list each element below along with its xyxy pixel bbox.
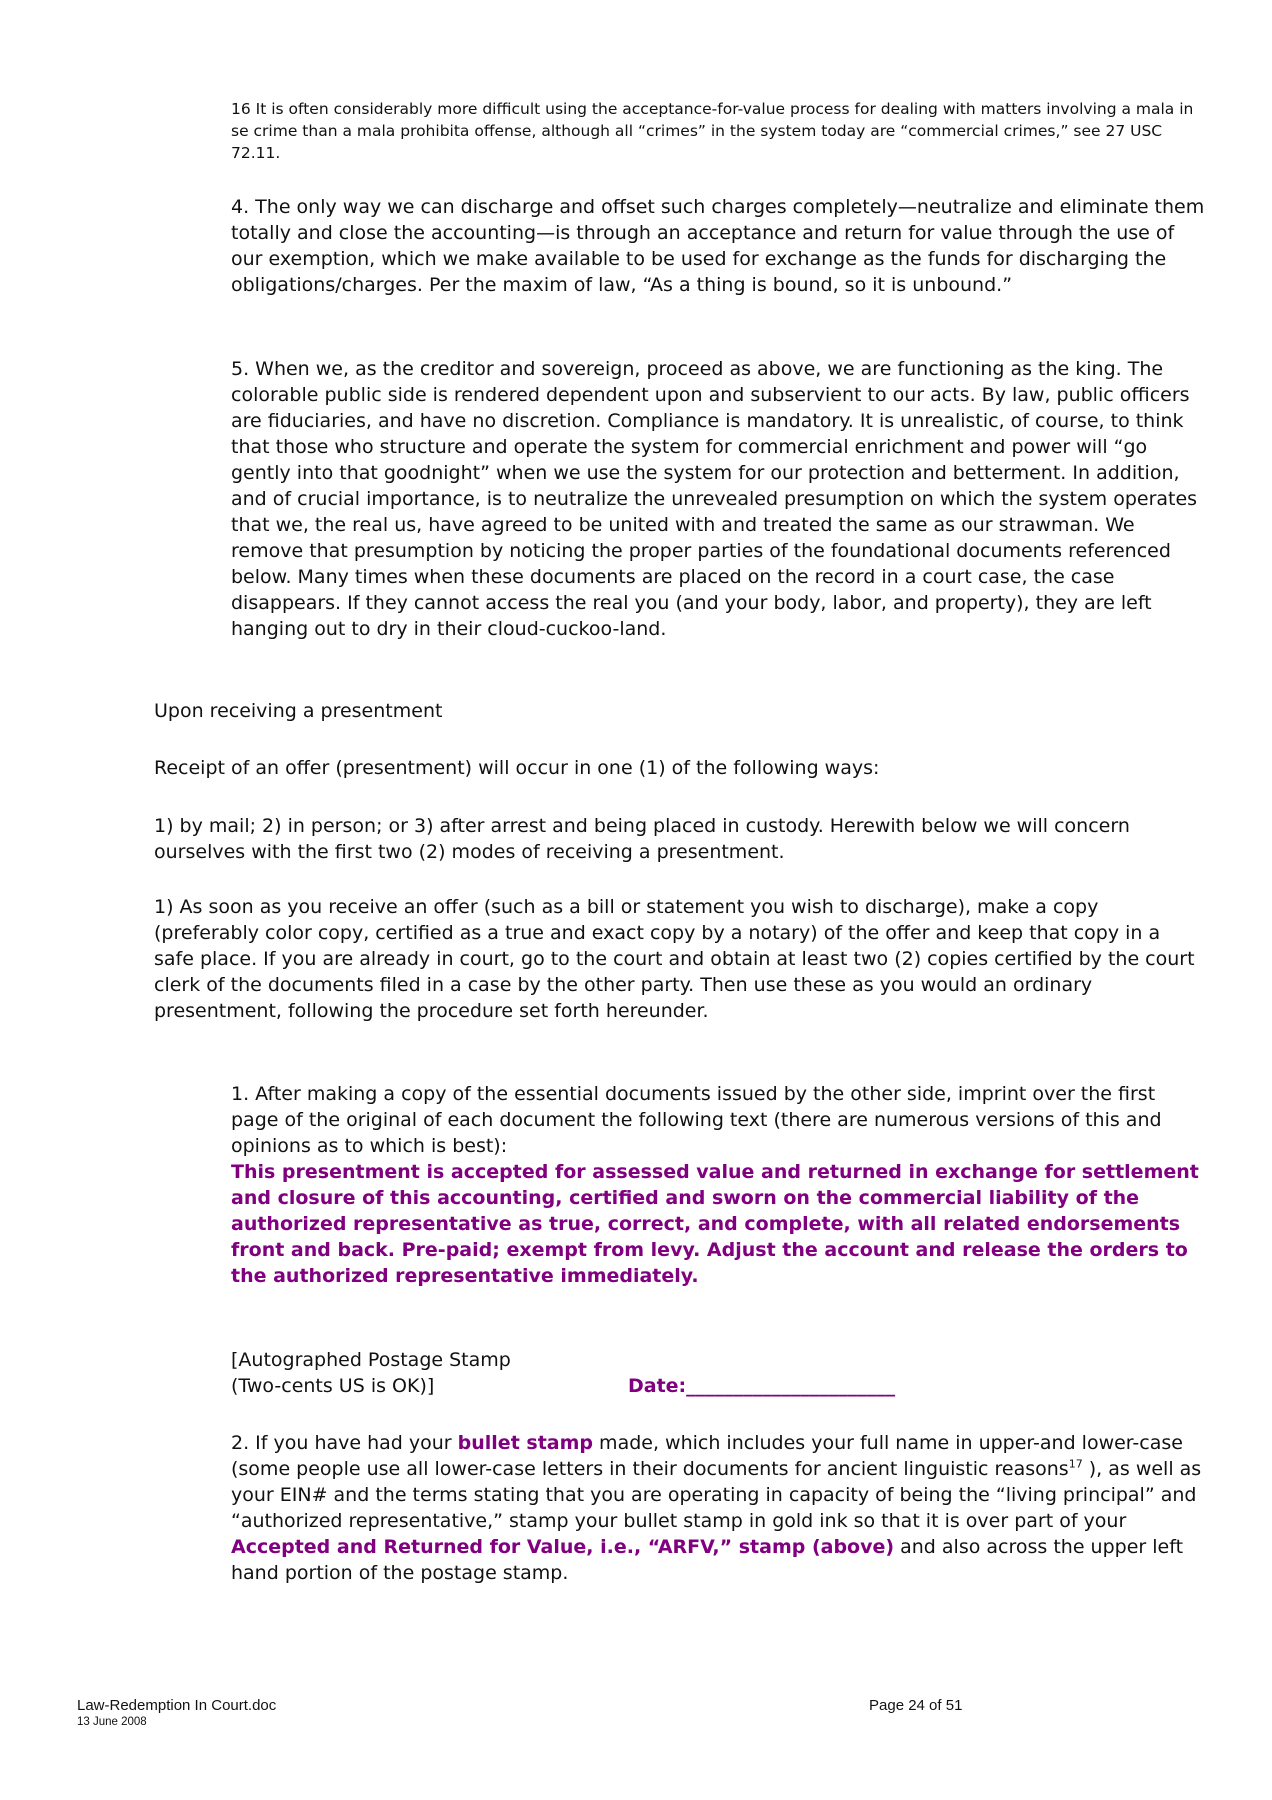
arfv-emphasis: Accepted and Returned for Value, i.e., “ARFV,” stamp (above) — [231, 1536, 895, 1558]
bullet-stamp-emphasis: bullet stamp — [457, 1432, 594, 1454]
date-field: Date:______________________ — [628, 1375, 896, 1397]
item-2-text: made, which includes your full name in upper-and lower-case (some people use all lower-case letters in their documents for ancient linguistic reasons — [231, 1432, 1183, 1480]
step-1-paragraph: 1) As soon as you receive an offer (such as a bill or statement you wish to discharge), make a copy (preferably color copy, certified as a true and exact copy by a notary) of the offer and keep that copy in a safe place. If you are already in court, go to the court and obtain at least two (2) copies certified by the court clerk of the documents filed in a case by the other party. Then use these as you would an ordinary presentment, following the procedure set forth hereunder. — [154, 896, 1195, 1022]
receipt-paragraph: Receipt of an offer (presentment) will occur in one (1) of the following ways: — [154, 757, 880, 779]
item-2-paragraph — [231, 1430, 1206, 1586]
modes-paragraph: 1) by mail; 2) in person; or 3) after arrest and being placed in custody. Herewith below we will concern ourselves with the first two (2) modes of receiving a presentment. — [154, 815, 1130, 863]
footer-date: 13 June 2008 — [77, 1716, 147, 1728]
footer-filename: Law-Redemption In Court.doc — [77, 1697, 277, 1714]
paragraph-4: 4. The only way we can discharge and offset such charges completely—neutralize and eliminate them totally and close the accounting—is through an acceptance and return for value through the use of our exemption, which we make available to be used for exchange as the funds for discharging the obligations/charges. Per the maxim of law, “As a thing is bound, so it is unbound.” — [231, 196, 1205, 296]
section-heading: Upon receiving a presentment — [154, 700, 443, 722]
footnote-16: 16 It is often considerably more difficult using the acceptance-for-value process for dealing with matters involving a mala in se crime than a mala prohibita offense, although all “crimes” in the system today are “commercial crimes,” see 27 USC 72.11. — [231, 100, 1194, 162]
stamp-line-2: (Two-cents US is OK)] — [231, 1375, 435, 1397]
item-1-paragraph: 1. After making a copy of the essential documents issued by the other side, imprint over the first page of the original of each document the following text (there are numerous versions of this and opinions as to which is best): — [231, 1083, 1162, 1157]
imprint-text: This presentment is accepted for assessed value and returned in exchange for settlement and closure of this accounting, certified and sworn on the commercial liability of the authorized representative as true, correct, and complete, with all related endorsements front and back. Pre-paid; exempt from levy. Adjust the account and release the orders to the authorized representative immediately. — [231, 1161, 1199, 1287]
item-2-text: 2. If you have had your — [231, 1432, 458, 1454]
footer-page-number: Page 24 of 51 — [869, 1697, 963, 1714]
item-2-text: ), as well as your EIN# and the terms stating that you are operating in capacity of being the “living principal” and “authorized representative,” stamp your bullet stamp in gold ink so that it is over part of your — [231, 1458, 1202, 1532]
item-2-text: and also across the upper left hand portion of the postage stamp. — [231, 1536, 1184, 1584]
paragraph-5: 5. When we, as the creditor and sovereign, proceed as above, we are functioning as the king. The colorable public side is rendered dependent upon and subservient to our acts. By law, public officers are fiduciaries, and have no discretion. Compliance is mandatory. It is unrealistic, of course, to think that those who structure and operate the system for commercial enrichment and power will “go gently into that goodnight” when we use the system for our protection and betterment. In addition, and of crucial importance, is to neutralize the unrevealed presumption on which the system operates that we, the real us, have agreed to be united with and treated the same as our strawman. We remove that presumption by noticing the proper parties of the foundational documents referenced below. Many times when these documents are placed on the record in a court case, the case disappears. If they cannot access the real you (and your body, labor, and property), they are left hanging out to dry in their cloud-cuckoo-land. — [231, 358, 1198, 640]
footnote-ref-17: 17 — [1068, 1457, 1083, 1471]
stamp-line-1: [Autographed Postage Stamp — [231, 1349, 511, 1371]
